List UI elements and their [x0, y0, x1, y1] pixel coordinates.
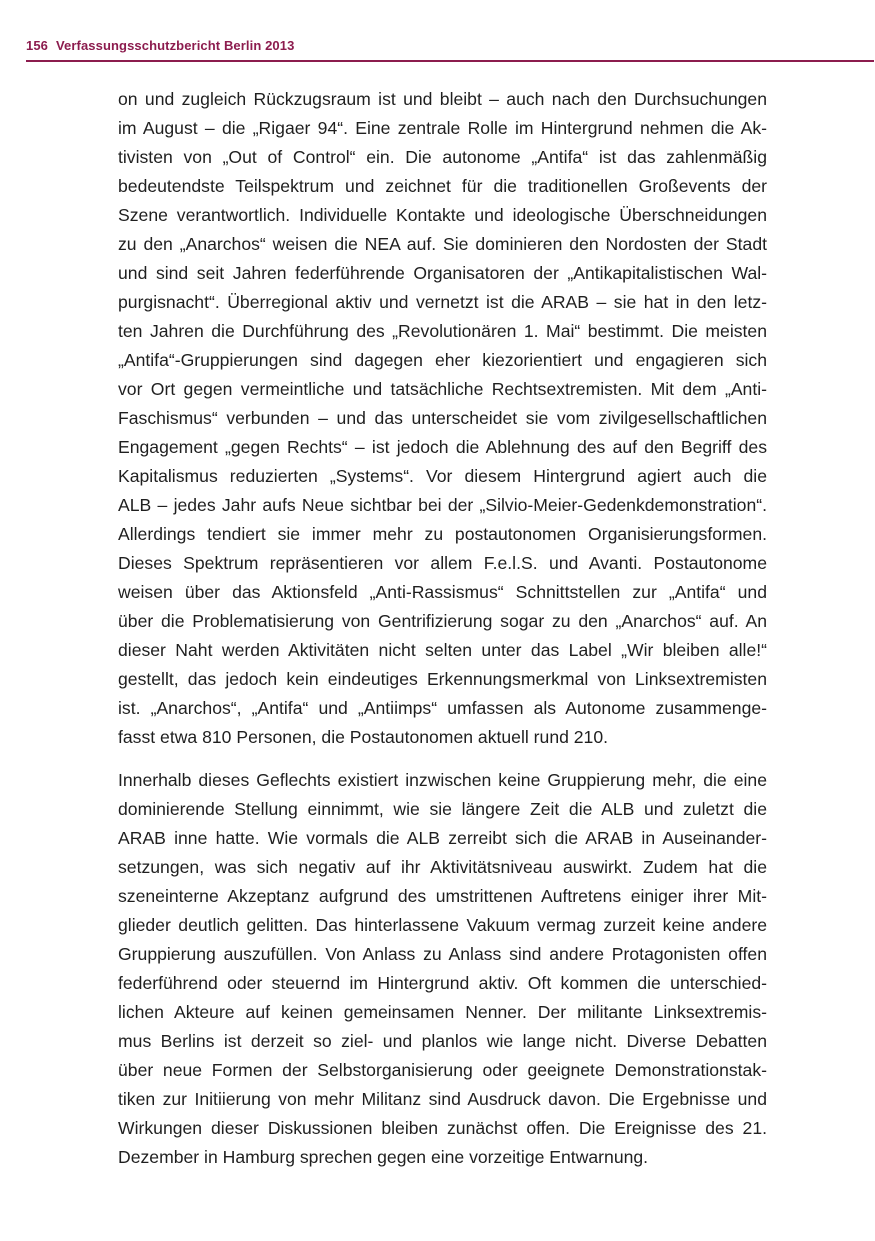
text-line: über die Problematisierung von Gentrifizierung sogar zu den „Anarchos“ auf. An [118, 611, 767, 631]
text-line: Faschismus“ verbunden – und das unterscheidet sie vom zivilgesellschaftlichen [118, 408, 767, 428]
text-line: Kapitalismus reduzierten „Systems“. Vor diesem Hintergrund agiert auch die [118, 466, 767, 486]
text-line: zu den „Anarchos“ weisen die NEA auf. Sie dominieren den Nordosten der Stadt [118, 234, 767, 254]
text-line: vor Ort gegen vermeintliche und tatsächliche Rechtsextremisten. Mit dem „Anti- [118, 379, 767, 399]
text-line: Szene verantwortlich. Individuelle Kontakte und ideologische Überschneidungen [118, 205, 767, 225]
text-line: Innerhalb dieses Geflechts existiert inzwischen keine Gruppierung mehr, die eine [118, 770, 767, 790]
running-title: Verfassungsschutzbericht Berlin 2013 [56, 38, 295, 53]
text-line: und sind seit Jahren federführende Organisatoren der „Antikapitalistischen Wal- [118, 263, 767, 283]
text-line: szeneinterne Akzeptanz aufgrund des umstrittenen Auftretens einiger ihrer Mit- [118, 886, 767, 906]
page-number: 156 [26, 38, 48, 53]
text-line: ten Jahren die Durchführung des „Revolutionären 1. Mai“ bestimmt. Die meisten [118, 321, 767, 341]
text-line: gestellt, das jedoch kein eindeutiges Erkennungsmerkmal von Linksextremisten [118, 669, 767, 689]
text-line: tivisten von „Out of Control“ ein. Die autonome „Antifa“ ist das zahlenmäßig [118, 147, 767, 167]
paragraph [118, 85, 767, 752]
text-line: Gruppierung auszufüllen. Von Anlass zu Anlass sind andere Protagonisten offen [118, 944, 767, 964]
text-line: setzungen, was sich negativ auf ihr Aktivitätsniveau auswirkt. Zudem hat die [118, 857, 767, 877]
text-line: on und zugleich Rückzugsraum ist und bleibt – auch nach den Durchsuchungen [118, 89, 767, 109]
text-line: über neue Formen der Selbstorganisierung oder geeignete Demonstrationstak- [118, 1060, 767, 1080]
text-line: glieder deutlich gelitten. Das hinterlassene Vakuum vermag zurzeit keine andere [118, 915, 767, 935]
body-text [118, 85, 767, 1172]
text-line: ist. „Anarchos“, „Antifa“ und „Antiimps“ umfassen als Autonome zusammenge- [118, 698, 767, 718]
text-line: Wirkungen dieser Diskussionen bleiben zunächst offen. Die Ereignisse des 21. [118, 1118, 767, 1138]
text-line: Dezember in Hamburg sprechen gegen eine vorzeitige Entwarnung. [118, 1147, 649, 1167]
text-line: fasst etwa 810 Personen, die Postautonomen aktuell rund 210. [118, 727, 609, 747]
text-line: dieser Naht werden Aktivitäten nicht selten unter das Label „Wir bleiben alle!“ [118, 640, 767, 660]
text-line: „Antifa“-Gruppierungen sind dagegen eher kiezorientiert und engagieren sich [118, 350, 767, 370]
text-line: dominierende Stellung einnimmt, wie sie längere Zeit die ALB und zuletzt die [118, 799, 767, 819]
paragraph [118, 766, 767, 1172]
text-line: Engagement „gegen Rechts“ – ist jedoch die Ablehnung des auf den Begriff des [118, 437, 767, 457]
text-line: lichen Akteure auf keinen gemeinsamen Nenner. Der militante Linksextremis- [118, 1002, 767, 1022]
text-line: Dieses Spektrum repräsentieren vor allem F.e.l.S. und Avanti. Postautonome [118, 553, 767, 573]
page-header [26, 38, 874, 62]
text-line: im August – die „Rigaer 94“. Eine zentrale Rolle im Hintergrund nehmen die Ak- [118, 118, 767, 138]
text-line: weisen über das Aktionsfeld „Anti-Rassismus“ Schnittstellen zur „Antifa“ und [118, 582, 767, 602]
text-line: tiken zur Initiierung von mehr Militanz sind Ausdruck davon. Die Ergebnisse und [118, 1089, 767, 1109]
text-line: ARAB inne hatte. Wie vormals die ALB zerreibt sich die ARAB in Auseinander- [118, 828, 767, 848]
text-line: ALB – jedes Jahr aufs Neue sichtbar bei der „Silvio-Meier-Gedenkdemonstration“. [118, 495, 767, 515]
text-line: federführend oder steuernd im Hintergrund aktiv. Oft kommen die unterschied- [118, 973, 767, 993]
text-line: mus Berlins ist derzeit so ziel- und planlos wie lange nicht. Diverse Debatten [118, 1031, 767, 1051]
text-line: bedeutendste Teilspektrum und zeichnet für die traditionellen Großevents der [118, 176, 767, 196]
text-line: purgisnacht“. Überregional aktiv und vernetzt ist die ARAB – sie hat in den letz- [118, 292, 767, 312]
paragraph-gap [118, 752, 767, 766]
text-line: Allerdings tendiert sie immer mehr zu postautonomen Organisierungsformen. [118, 524, 767, 544]
